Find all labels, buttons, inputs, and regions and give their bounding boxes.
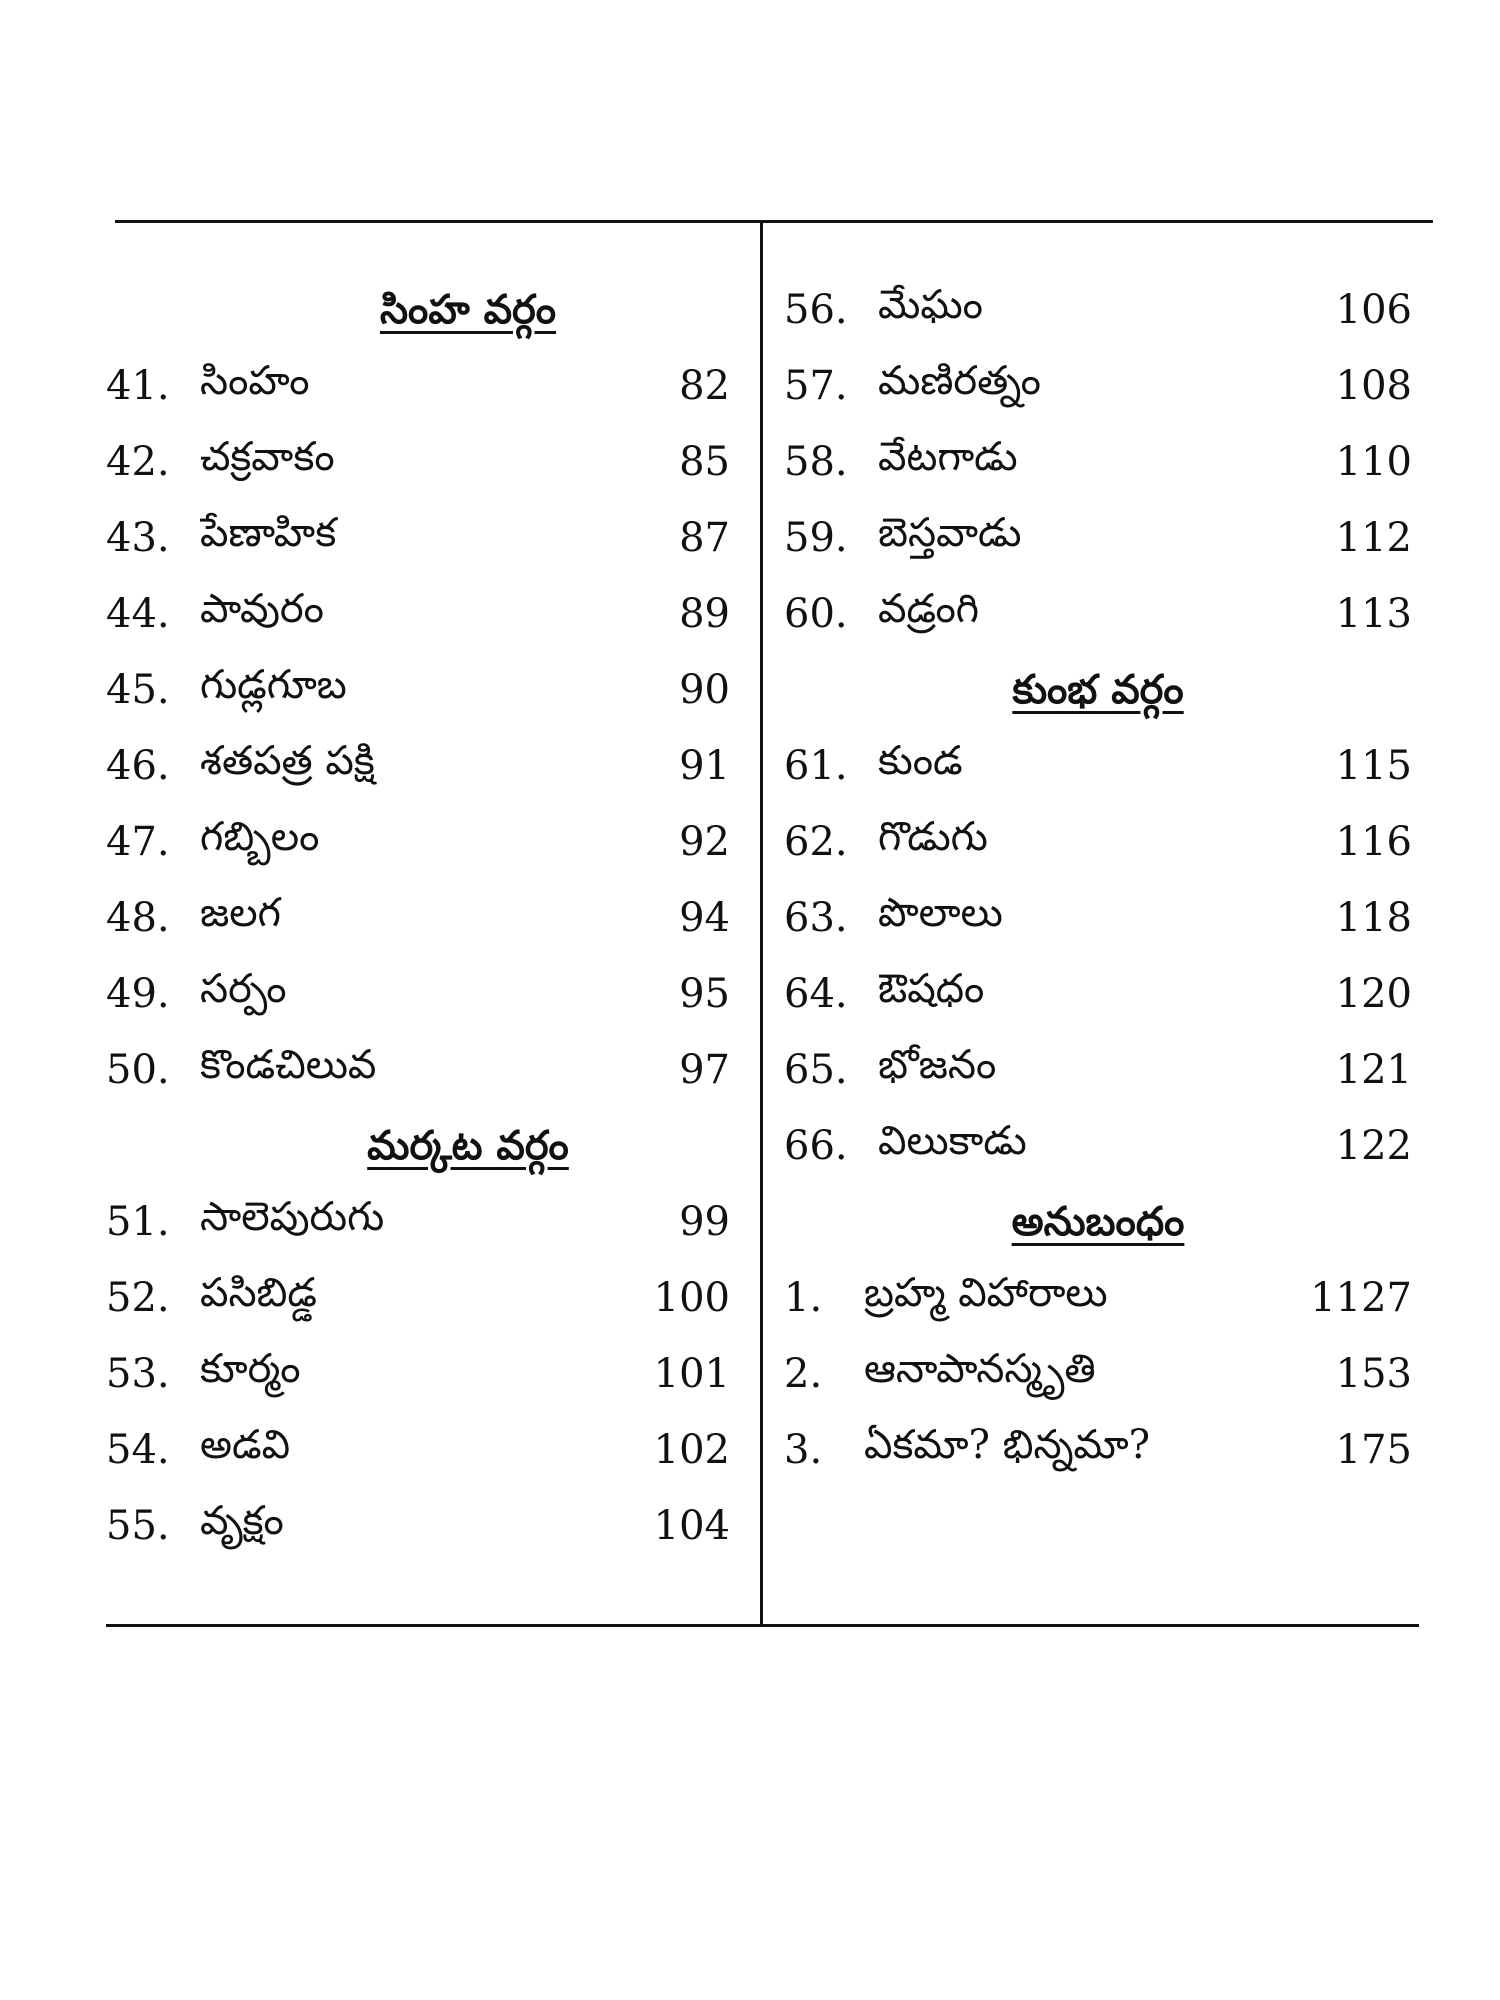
toc-entry[interactable] (784, 880, 1412, 956)
entry-page: 90 (679, 667, 730, 713)
entry-title: కొండచిలువ (200, 1042, 377, 1088)
entry-title: అడవి (200, 1422, 291, 1468)
entry-number: 65. (784, 1047, 848, 1093)
entry-number: 43. (106, 515, 170, 561)
entry-page: 92 (679, 819, 730, 865)
toc-entry[interactable] (106, 728, 730, 804)
entry-page: 108 (1335, 363, 1412, 409)
toc-entry[interactable] (784, 500, 1412, 576)
entry-page: 112 (1335, 515, 1412, 561)
right-column (784, 272, 1412, 1488)
entry-number: 51. (106, 1199, 170, 1245)
entry-title: పావురం (200, 586, 324, 632)
toc-entry[interactable] (106, 1412, 730, 1488)
left-column (106, 272, 730, 1564)
entry-page: 89 (679, 591, 730, 637)
entry-title: భోజనం (878, 1042, 997, 1088)
toc-entry[interactable] (106, 652, 730, 728)
entry-number: 47. (106, 819, 170, 865)
entry-page: 94 (679, 895, 730, 941)
toc-entry[interactable] (106, 348, 730, 424)
entry-title: గబ్బిలం (200, 814, 320, 860)
entry-title: వేటగాడు (878, 434, 1018, 480)
entry-number: 57. (784, 363, 848, 409)
column-divider (760, 220, 763, 1624)
entry-title: జలగ (200, 890, 281, 936)
section-heading-anubandham: అనుబంధం (1011, 1198, 1185, 1245)
entry-number: 44. (106, 591, 170, 637)
entry-title: చక్రవాకం (200, 434, 335, 480)
entry-title: గుడ్లగూబ (200, 662, 347, 708)
toc-entry[interactable] (784, 1032, 1412, 1108)
entry-page: 87 (679, 515, 730, 561)
entry-page: 122 (1335, 1123, 1412, 1169)
entry-number: 60. (784, 591, 848, 637)
section-heading-markata: మర్కట వర్గం (367, 1122, 569, 1169)
entry-number: 54. (106, 1427, 170, 1473)
entry-page: 99 (679, 1199, 730, 1245)
toc-entry[interactable] (106, 1336, 730, 1412)
entry-title: మేఘం (878, 282, 983, 328)
toc-entry[interactable] (106, 1032, 730, 1108)
entry-number: 46. (106, 743, 170, 789)
toc-entry[interactable] (784, 1412, 1412, 1488)
entry-number: 42. (106, 439, 170, 485)
entry-number: 56. (784, 287, 848, 333)
entry-number: 66. (784, 1123, 848, 1169)
toc-entry[interactable] (106, 1184, 730, 1260)
entry-page: 95 (679, 971, 730, 1017)
entry-page: 115 (1335, 743, 1412, 789)
bottom-rule (106, 1624, 1419, 1627)
entry-title: కూర్మం (200, 1346, 301, 1392)
entry-page: 110 (1335, 439, 1412, 485)
entry-number: 3. (784, 1427, 823, 1473)
entry-number: 55. (106, 1503, 170, 1549)
toc-entry[interactable] (784, 956, 1412, 1032)
entry-title: ఏకమా? భిన్నమా? (864, 1422, 1151, 1468)
entry-number: 1. (784, 1275, 823, 1321)
entry-page: 120 (1335, 971, 1412, 1017)
toc-entry[interactable] (106, 1488, 730, 1564)
entry-page: 1127 (1310, 1275, 1412, 1321)
toc-entry[interactable] (106, 1260, 730, 1336)
entry-title: మణిరత్నం (878, 358, 1041, 404)
entry-page: 85 (679, 439, 730, 485)
entry-title: సాలెపురుగు (200, 1194, 385, 1240)
entry-number: 48. (106, 895, 170, 941)
toc-entry[interactable] (784, 804, 1412, 880)
entry-page: 91 (679, 743, 730, 789)
entry-title: విలుకాడు (878, 1118, 1027, 1164)
entry-page: 175 (1335, 1427, 1412, 1473)
toc-entry[interactable] (784, 1260, 1412, 1336)
entry-number: 64. (784, 971, 848, 1017)
entry-title: సర్పం (200, 966, 287, 1012)
toc-entry[interactable] (784, 576, 1412, 652)
entry-title: ఆనాపానస్మృతి (864, 1346, 1096, 1392)
toc-entry[interactable] (106, 956, 730, 1032)
entry-page: 100 (653, 1275, 730, 1321)
entry-page: 101 (653, 1351, 730, 1397)
entry-page: 118 (1335, 895, 1412, 941)
entry-page: 106 (1335, 287, 1412, 333)
toc-entry[interactable] (106, 576, 730, 652)
toc-entry[interactable] (784, 272, 1412, 348)
toc-entry[interactable] (106, 804, 730, 880)
section-heading-kumbha: కుంభ వర్గం (1012, 666, 1184, 713)
entry-number: 41. (106, 363, 170, 409)
entry-number: 59. (784, 515, 848, 561)
entry-title: పేణాహిక (200, 510, 337, 556)
entry-page: 113 (1335, 591, 1412, 637)
entry-number: 45. (106, 667, 170, 713)
entry-number: 62. (784, 819, 848, 865)
entry-page: 102 (653, 1427, 730, 1473)
entry-title: కుండ (878, 738, 963, 784)
toc-entry[interactable] (784, 1108, 1412, 1184)
toc-entry[interactable] (784, 348, 1412, 424)
entry-number: 50. (106, 1047, 170, 1093)
entry-number: 61. (784, 743, 848, 789)
entry-number: 52. (106, 1275, 170, 1321)
toc-entry[interactable] (106, 880, 730, 956)
entry-page: 116 (1335, 819, 1412, 865)
section-heading-simha: సింహ వర్గం (379, 286, 557, 333)
entry-page: 82 (679, 363, 730, 409)
toc-entry[interactable] (784, 728, 1412, 804)
entry-title: బ్రహ్మ విహారాలు (864, 1270, 1108, 1316)
entry-page: 97 (679, 1047, 730, 1093)
toc-entry[interactable] (106, 500, 730, 576)
entry-title: గొడుగు (878, 814, 988, 860)
entry-number: 53. (106, 1351, 170, 1397)
toc-entry[interactable] (784, 424, 1412, 500)
entry-page: 104 (653, 1503, 730, 1549)
entry-title: సింహం (200, 358, 310, 404)
entry-page: 153 (1335, 1351, 1412, 1397)
top-rule (115, 220, 1433, 223)
entry-number: 63. (784, 895, 848, 941)
entry-title: శతపత్ర పక్షి (200, 738, 375, 784)
entry-number: 58. (784, 439, 848, 485)
toc-entry[interactable] (784, 1336, 1412, 1412)
entry-title: వృక్షం (200, 1498, 284, 1544)
entry-number: 49. (106, 971, 170, 1017)
entry-title: పసిబిడ్డ (200, 1270, 317, 1316)
entry-title: ఔషధం (878, 966, 985, 1012)
entry-title: పొలాలు (878, 890, 1003, 936)
entry-title: వడ్రంగి (878, 586, 980, 632)
entry-page: 121 (1335, 1047, 1412, 1093)
entry-number: 2. (784, 1351, 823, 1397)
toc-entry[interactable] (106, 424, 730, 500)
entry-title: బెస్తవాడు (878, 510, 1022, 556)
